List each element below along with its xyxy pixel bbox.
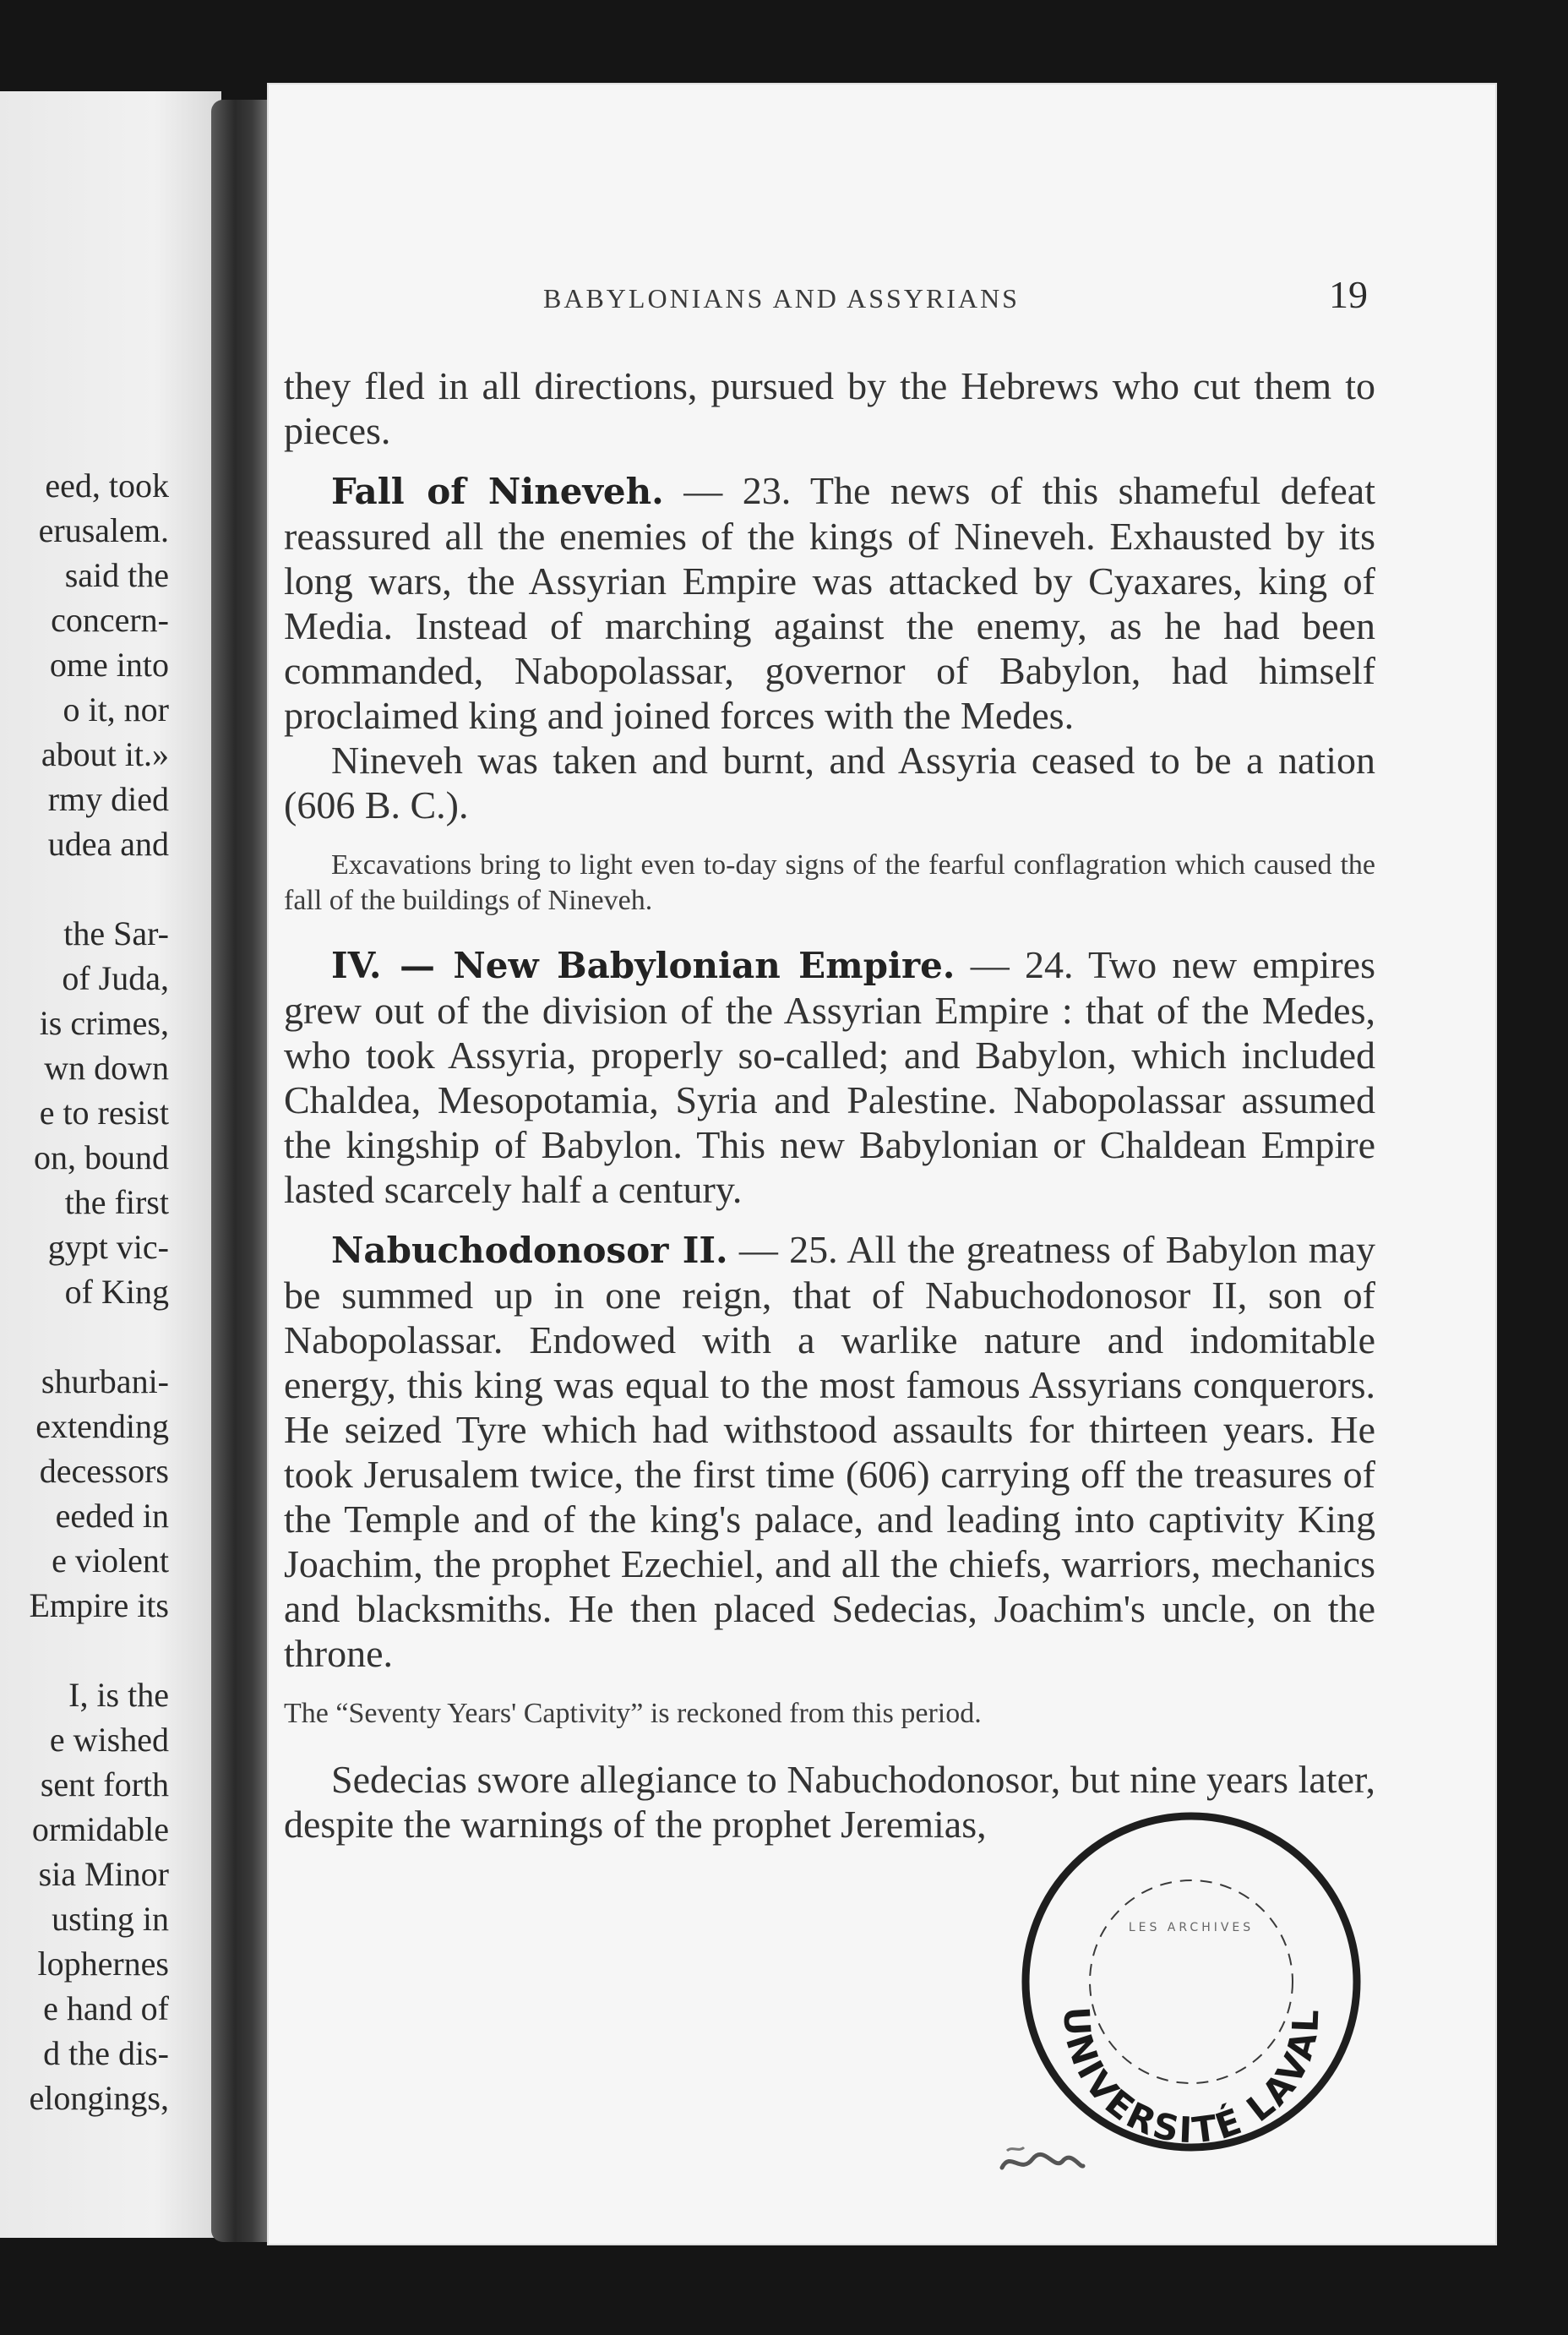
left-page-line	[0, 866, 169, 911]
left-page-text-fragments	[0, 463, 169, 2120]
left-page-line: about it.»	[41, 735, 169, 773]
left-page-line: of King	[64, 1273, 169, 1311]
left-page-line: I, is the	[68, 1676, 169, 1714]
left-page-line: e hand of	[43, 1989, 169, 2027]
left-page-line: udea and	[47, 825, 169, 863]
svg-text:UNIVERSITÉ LAVAL	[1055, 2005, 1326, 2151]
left-page-line: sia Minor	[38, 1855, 169, 1893]
library-stamp	[1014, 1804, 1369, 2159]
left-page-line: elongings,	[29, 2079, 169, 2117]
left-page-line: the first	[64, 1183, 169, 1221]
paragraph-text: — 25. All the greatness of Babylon may be summed up in one reign, that of Nabuchodonosor II, son of Nabopolassar. Endowed with a warlike nature and indomitable energy, this king was equal to the most famous Assyrians conquerors. He seized Tyre which had withstood assaults for thirteen years. He took Jerusalem twice, the first time (606) carrying off the treasures of the Temple and of the king's palace, and leading into captivity King Joachim, the prophet Ezechiel, and all the chiefs, warriors, mechanics and blacksmiths. He then placed Sedecias, Joachim's uncle, on the throne.	[284, 1228, 1375, 1675]
running-head: BABYLONIANS AND ASSYRIANS	[543, 283, 1020, 314]
left-page-line: eed, took	[45, 466, 169, 505]
left-page-line: e to resist	[39, 1094, 169, 1132]
paragraph-text: — 23. The news of this shameful defeat reassured all the enemies of the kings of Nineveh. Exhausted by its long wars, the Assyrian Empire was attacked by Cyaxares, king of Media. Instead of marching against the enemy, as he had been commanded, Nabopolassar, governor of Babylon, had himself proclaimed king and joined forces with the Medes.	[284, 469, 1376, 737]
ink-smudge	[995, 2134, 1088, 2180]
stamp-inner-text: LES ARCHIVES	[1128, 1921, 1255, 1934]
left-page-line: the Sar-	[63, 914, 169, 952]
left-page-line: said the	[64, 556, 169, 594]
paragraph-nabuchodonosor	[284, 1227, 1375, 1676]
left-page-line: gypt vic-	[47, 1228, 169, 1266]
note-seventy-years-captivity: The “Seventy Years' Captivity” is reckoned from this period.	[284, 1698, 982, 1729]
left-page-line: e wished	[49, 1721, 169, 1759]
left-page-line: ormidable	[31, 1810, 169, 1848]
left-page-line: e violent	[52, 1541, 169, 1579]
left-page-line: concern-	[51, 601, 169, 639]
left-page-line: extending	[35, 1407, 169, 1445]
left-page-line: is crimes,	[39, 1004, 169, 1042]
left-page-line: usting in	[52, 1900, 169, 1938]
left-page-line: ome into	[49, 646, 169, 684]
left-page-line: erusalem.	[38, 511, 169, 549]
paragraph-sedecias: Sedecias swore allegiance to Nabuchodonosor, but nine years later, despite the warnings of the prophet Jeremias,	[284, 1758, 1375, 1846]
left-page-line: sent forth	[40, 1765, 169, 1803]
left-page-line: rmy died	[47, 780, 169, 818]
paragraph-new-babylonian-empire	[284, 942, 1375, 1212]
left-page-line	[0, 1628, 169, 1672]
page-number: 19	[1329, 273, 1368, 316]
page-body	[284, 363, 1375, 1847]
paragraph-fall-of-nineveh	[284, 468, 1375, 738]
left-page-line: of Juda,	[62, 959, 169, 997]
left-page-line: Empire its	[29, 1586, 169, 1624]
left-page-line: shurbani-	[41, 1362, 169, 1400]
left-page-line: d the dis-	[43, 2034, 169, 2072]
paragraph-text: — 24. Two new empires grew out of the division of the Assyrian Empire : that of the Medes, who took Assyria, properly so-called; and Babylon, which included Chaldea, Mesopotamia, Syria and Palestine. Nabopolassar assumed the kingship of Babylon. This new Babylonian or Chaldean Empire lasted scarcely half a century.	[284, 943, 1375, 1211]
left-page-line: lophernes	[37, 1945, 169, 1983]
paragraph-continuation: they fled in all directions, pursued by the Hebrews who cut them to pieces.	[284, 364, 1375, 452]
left-page-line: o it, nor	[63, 690, 169, 728]
stamp-graphic	[1014, 1804, 1369, 2159]
stamp-text: UNIVERSITÉ LAVAL	[1055, 2005, 1327, 2152]
left-page-line: wn down	[44, 1049, 169, 1087]
section-heading-nabuchodonosor: Nabuchodonosor II.	[331, 1230, 728, 1271]
left-page-line: decessors	[39, 1452, 169, 1490]
section-heading-fall-of-nineveh: Fall of Nineveh.	[331, 471, 664, 512]
left-page-line: eeded in	[55, 1497, 169, 1535]
left-page-line	[0, 1314, 169, 1359]
note-excavations: Excavations bring to light even to-day signs of the fearful conflagration which caused the fall of the buildings of Nineveh.	[284, 849, 1375, 916]
section-heading-new-babylonian-empire: IV. — New Babylonian Empire.	[331, 945, 956, 986]
left-page-line: on, bound	[34, 1138, 169, 1176]
paragraph-nineveh-taken: Nineveh was taken and burnt, and Assyria ceased to be a nation (606 B. C.).	[284, 739, 1375, 827]
left-facing-page	[0, 91, 221, 2238]
